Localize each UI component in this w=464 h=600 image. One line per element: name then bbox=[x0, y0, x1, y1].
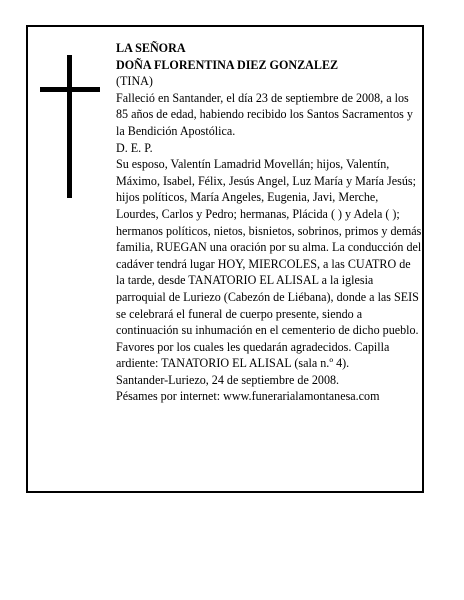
obituary-notice bbox=[26, 25, 424, 493]
cross-horizontal-bar bbox=[40, 87, 100, 92]
death-statement: Falleció en Santander, el día 23 de septiembre de 2008, a los 85 años de edad, habiendo recibido los Santos Sacramentos y la Bendición Apostólica. bbox=[116, 90, 413, 138]
notice-text bbox=[116, 40, 422, 405]
condolences-line: Pésames por internet: www.funerarialamontanesa.com bbox=[116, 389, 380, 404]
rip-text: D. E. P. bbox=[116, 140, 153, 155]
cross-vertical-bar bbox=[67, 55, 72, 198]
notice-title: LA SEÑORA bbox=[116, 41, 186, 55]
family-announcement: Su esposo, Valentín Lamadrid Movellán; hijos, Valentín, Máximo, Isabel, Félix, Jesús Angel, Luz María y María Jesús; hijos políticos, María Angeles, Eugenia, Javi, Merche, Lourdes, Carlos y Pedro; hermanas, Plácida ( ) y Adela ( ); hermanos políticos, nietos, bisnietos, sobrinos, primos y demás familia, RUEGAN una oración por su alma. La conducción del cadáver tendrá lugar HOY, MIERCOLES, a las CUATRO de la tarde, desde TANATORIO EL ALISAL a la iglesia parroquial de Luriezo (Cabezón de Liébana), donde a las SEIS se celebrará el funeral de cuerpo presente, siendo a continuación su inhumación en el cementerio de dicho pueblo. Favores por los cuales les quedarán agradecidos. Capilla ardiente: TANATORIO EL ALISAL (sala n.º 4). bbox=[116, 157, 422, 371]
place-and-date: Santander-Luriezo, 24 de septiembre de 2008. bbox=[116, 372, 340, 387]
latin-cross-icon bbox=[40, 55, 100, 198]
deceased-name: DOÑA FLORENTINA DIEZ GONZALEZ bbox=[116, 57, 339, 72]
deceased-nickname: (TINA) bbox=[116, 74, 153, 89]
